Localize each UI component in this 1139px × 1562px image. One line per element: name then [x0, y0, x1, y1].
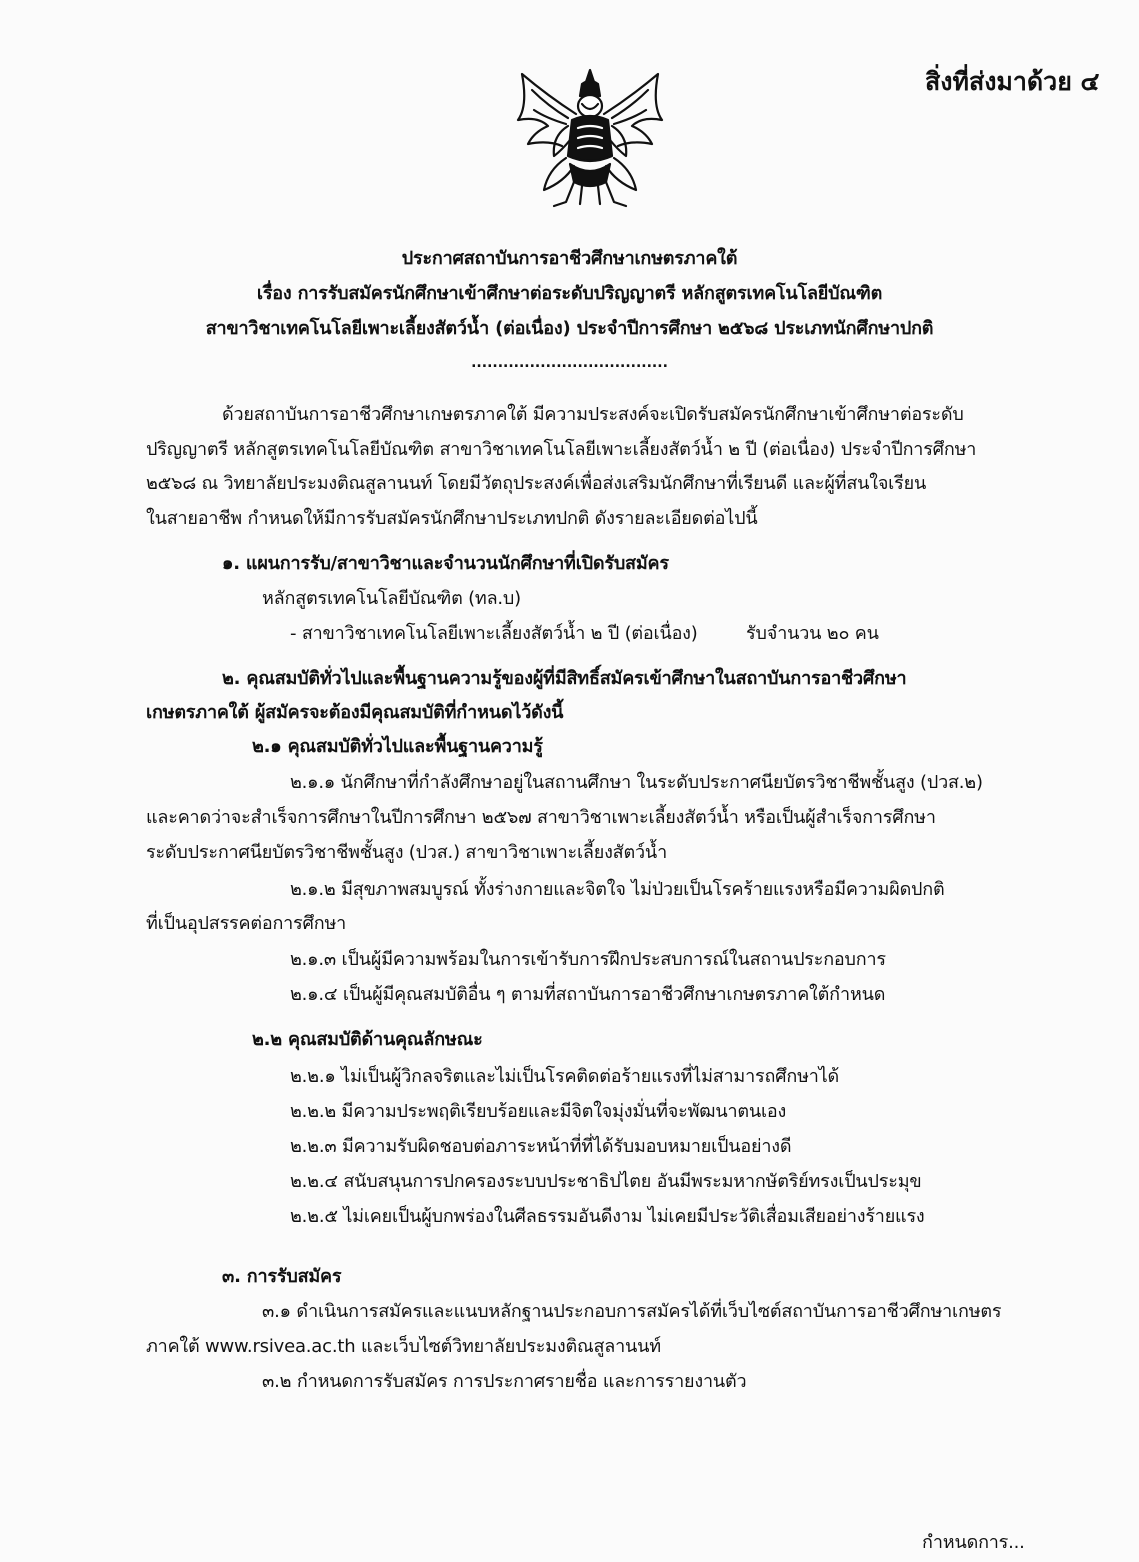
item-3-1-line-2: ภาคใต้ www.rsivea.ac.th และเว็บไซต์วิทยาลัยประมงติณสูลานนท์ — [146, 1336, 661, 1357]
section-2-1-heading: ๒.๑ คุณสมบัติทั่วไปและพื้นฐานความรู้ — [252, 736, 543, 757]
intro-line-3: ๒๕๖๘ ณ วิทยาลัยประมงติณสูลานนท์ โดยมีวัตถุประสงค์เพื่อส่งเสริมนักศึกษาที่เรียนดี และผู้ที่สนใจเรียน — [146, 473, 927, 494]
item-2-2-3: ๒.๒.๓ มีความรับผิดชอบต่อภาระหน้าที่ที่ได้รับมอบหมายเป็นอย่างดี — [290, 1136, 792, 1157]
item-2-1-3: ๒.๑.๓ เป็นผู้มีความพร้อมในการเข้ารับการฝึกประสบการณ์ในสถานประกอบการ — [290, 949, 886, 970]
header-separator: ..................................... — [471, 355, 668, 371]
section-1-program: หลักสูตรเทคโนโลยีบัณฑิต (ทล.บ) — [262, 588, 521, 609]
item-2-1-1-line-3: ระดับประกาศนียบัตรวิชาชีพชั้นสูง (ปวส.) สาขาวิชาเพาะเลี้ยงสัตว์น้ำ — [146, 842, 668, 863]
item-2-1-2-line-1: ๒.๑.๒ มีสุขภาพสมบูรณ์ ทั้งร่างกายและจิตใจ ไม่ป่วยเป็นโรคร้ายแรงหรือมีความผิดปกติ — [290, 879, 945, 900]
section-1-heading: ๑. แผนการรับ/สาขาวิชาและจำนวนนักศึกษาที่เปิดรับสมัคร — [222, 553, 669, 574]
section-2-heading-line-2: เกษตรภาคใต้ ผู้สมัครจะต้องมีคุณสมบัติที่กำหนดไว้ดังนี้ — [146, 702, 564, 723]
item-2-2-2: ๒.๒.๒ มีความประพฤติเรียบร้อยและมีจิตใจมุ่งมั่นที่จะพัฒนาตนเอง — [290, 1101, 787, 1122]
intro-line-2: ปริญญาตรี หลักสูตรเทคโนโลยีบัณฑิต สาขาวิชาเทคโนโลยีเพาะเลี้ยงสัตว์น้ำ ๒ ปี (ต่อเนื่อง) ประจำปีการศึกษา — [146, 439, 977, 460]
garuda-emblem-icon — [508, 66, 672, 212]
intro-line-1: ด้วยสถาบันการอาชีวศึกษาเกษตรภาคใต้ มีความประสงค์จะเปิดรับสมัครนักศึกษาเข้าศึกษาต่อระดับ — [222, 404, 964, 425]
intro-line-4: ในสายอาชีพ กำหนดให้มีการรับสมัครนักศึกษาประเภทปกติ ดังรายละเอียดต่อไปนี้ — [146, 508, 758, 529]
item-2-2-5: ๒.๒.๕ ไม่เคยเป็นผู้บกพร่องในศีลธรรมอันดีงาม ไม่เคยมีประวัติเสื่อมเสียอย่างร้ายแรง — [290, 1206, 925, 1227]
item-2-1-4: ๒.๑.๔ เป็นผู้มีคุณสมบัติอื่น ๆ ตามที่สถาบันการอาชีวศึกษาเกษตรภาคใต้กำหนด — [290, 984, 886, 1005]
item-2-1-1-line-1: ๒.๑.๑ นักศึกษาที่กำลังศึกษาอยู่ในสถานศึกษา ในระดับประกาศนียบัตรวิชาชีพชั้นสูง (ปวส.๒) — [290, 772, 983, 793]
item-2-2-4: ๒.๒.๔ สนับสนุนการปกครองระบบประชาธิปไตย อันมีพระมหากษัตริย์ทรงเป็นประมุข — [290, 1171, 922, 1192]
announcement-program: สาขาวิชาเทคโนโลยีเพาะเลี้ยงสัตว์น้ำ (ต่อเนื่อง) ประจำปีการศึกษา ๒๕๖๘ ประเภทนักศึกษาปกติ — [205, 318, 934, 339]
section-3-heading: ๓. การรับสมัคร — [222, 1266, 342, 1287]
page-continuation: กำหนดการ... — [922, 1532, 1025, 1553]
item-3-2: ๓.๒ กำหนดการรับสมัคร การประกาศรายชื่อ และการรายงานตัว — [262, 1371, 747, 1392]
item-2-1-1-line-2: และคาดว่าจะสำเร็จการศึกษาในปีการศึกษา ๒๕๖๗ สาขาวิชาเพาะเลี้ยงสัตว์น้ำ หรือเป็นผู้สำเร็จการศึกษา — [146, 807, 936, 828]
section-1-major: - สาขาวิชาเทคโนโลยีเพาะเลี้ยงสัตว์น้ำ ๒ ปี (ต่อเนื่อง) — [290, 623, 698, 644]
item-2-2-1: ๒.๒.๑ ไม่เป็นผู้วิกลจริตและไม่เป็นโรคติดต่อร้ายแรงที่ไม่สามารถศึกษาได้ — [290, 1066, 840, 1087]
section-1-quota: รับจำนวน ๒๐ คน — [746, 623, 879, 644]
section-2-2-heading: ๒.๒ คุณสมบัติด้านคุณลักษณะ — [252, 1029, 483, 1050]
section-2-heading-line-1: ๒. คุณสมบัติทั่วไปและพื้นฐานความรู้ของผู้ที่มีสิทธิ์สมัครเข้าศึกษาในสถาบันการอาชีวศึกษา — [222, 668, 907, 689]
enclosure-label: สิ่งที่ส่งมาด้วย ๔ — [925, 67, 1100, 96]
announcement-title: ประกาศสถาบันการอาชีวศึกษาเกษตรภาคใต้ — [401, 248, 738, 269]
announcement-subject: เรื่อง การรับสมัครนักศึกษาเข้าศึกษาต่อระดับปริญญาตรี หลักสูตรเทคโนโลยีบัณฑิต — [256, 283, 883, 304]
item-3-1-line-1: ๓.๑ ดำเนินการสมัครและแนบหลักฐานประกอบการสมัครได้ที่เว็บไซต์สถาบันการอาชีวศึกษาเกษตร — [262, 1301, 1002, 1322]
item-2-1-2-line-2: ที่เป็นอุปสรรคต่อการศึกษา — [146, 913, 347, 934]
